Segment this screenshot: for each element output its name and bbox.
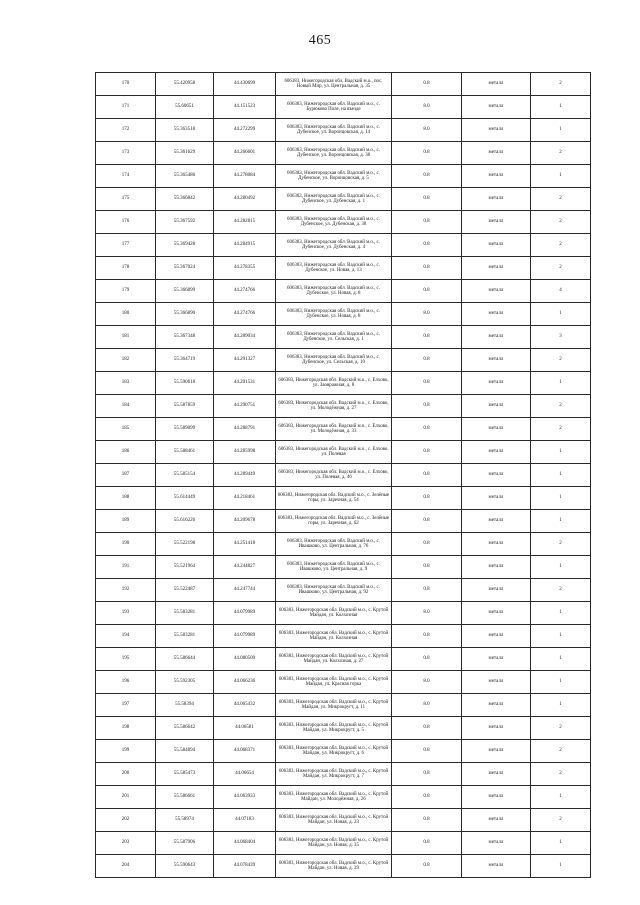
latitude-cell: 55.589099: [156, 418, 214, 441]
table-row: [96, 510, 591, 533]
table-body: [96, 73, 591, 878]
longitude-cell: 44.278084: [214, 165, 276, 188]
row-number-cell: 178: [96, 257, 156, 280]
longitude-cell: 44.066236: [214, 671, 276, 694]
row-number-cell: 175: [96, 188, 156, 211]
page-number: 465: [308, 33, 332, 48]
volume-cell: 0.8: [392, 487, 462, 510]
longitude-cell: 44.201531: [214, 372, 276, 395]
volume-cell: 0.8: [392, 188, 462, 211]
table-row: [96, 694, 591, 717]
material-cell: металл: [462, 395, 531, 418]
latitude-cell: 55.586642: [156, 717, 214, 740]
container-count-cell: 2: [531, 763, 591, 786]
table-row: [96, 763, 591, 786]
row-number-cell: 173: [96, 142, 156, 165]
longitude-cell: 44.07183: [214, 809, 276, 832]
address-cell: 606383, Нижегородская обл. Вадский м.о., с. Дубенское, ул. Дубенская, д. 38: [276, 211, 392, 234]
row-number-cell: 182: [96, 349, 156, 372]
volume-cell: 8.0: [392, 119, 462, 142]
material-cell: металл: [462, 602, 531, 625]
latitude-cell: 55.583281: [156, 602, 214, 625]
row-number-cell: 188: [96, 487, 156, 510]
longitude-cell: 44.151523: [214, 96, 276, 119]
material-cell: металл: [462, 280, 531, 303]
row-number-cell: 204: [96, 855, 156, 878]
material-cell: металл: [462, 694, 531, 717]
address-cell: 606383, Нижегородская обл. Вадский м.о., с. Крутой Майдан, ул. Микрокругт, д. 6: [276, 740, 392, 763]
longitude-cell: 44.06581: [214, 717, 276, 740]
latitude-cell: 55.58974: [156, 809, 214, 832]
longitude-cell: 44.272299: [214, 119, 276, 142]
material-cell: металл: [462, 165, 531, 188]
volume-cell: 0.8: [392, 648, 462, 671]
material-cell: металл: [462, 786, 531, 809]
table-row: [96, 487, 591, 510]
latitude-cell: 55.614449: [156, 487, 214, 510]
table-row: [96, 418, 591, 441]
longitude-cell: 44.274766: [214, 303, 276, 326]
row-number-cell: 194: [96, 625, 156, 648]
latitude-cell: 55.587859: [156, 395, 214, 418]
row-number-cell: 171: [96, 96, 156, 119]
volume-cell: 0.8: [392, 257, 462, 280]
container-count-cell: 1: [531, 510, 591, 533]
volume-cell: 0.8: [392, 441, 462, 464]
volume-cell: 0.8: [392, 556, 462, 579]
container-count-cell: 2: [531, 717, 591, 740]
longitude-cell: 44.430699: [214, 73, 276, 96]
row-number-cell: 179: [96, 280, 156, 303]
material-cell: металл: [462, 648, 531, 671]
material-cell: металл: [462, 763, 531, 786]
material-cell: металл: [462, 142, 531, 165]
material-cell: металл: [462, 671, 531, 694]
row-number-cell: 195: [96, 648, 156, 671]
container-count-cell: 3: [531, 326, 591, 349]
latitude-cell: 55.364719: [156, 349, 214, 372]
material-cell: металл: [462, 487, 531, 510]
latitude-cell: 55.592305: [156, 671, 214, 694]
table-row: [96, 602, 591, 625]
row-number-cell: 170: [96, 73, 156, 96]
container-count-cell: 1: [531, 625, 591, 648]
table-row: [96, 395, 591, 418]
volume-cell: 0.8: [392, 809, 462, 832]
latitude-cell: 55.366890: [156, 303, 214, 326]
container-count-cell: 1: [531, 671, 591, 694]
container-count-cell: 2: [531, 211, 591, 234]
table-row: [96, 671, 591, 694]
volume-cell: 0.8: [392, 349, 462, 372]
container-count-cell: 1: [531, 694, 591, 717]
address-cell: 606383, Нижегородская обл. Вадский м.о., с. Елхово, ул. Полевая, д. 46: [276, 464, 392, 487]
material-cell: металл: [462, 832, 531, 855]
address-cell: 606383, Нижегородская обл. Вадский м.о., с. Дубенское, ул. Сельская, д. 1: [276, 326, 392, 349]
volume-cell: 0.8: [392, 786, 462, 809]
volume-cell: 0.8: [392, 625, 462, 648]
longitude-cell: 44.280492: [214, 188, 276, 211]
container-count-cell: 1: [531, 464, 591, 487]
address-cell: 606383, Нижегородская обл. Вадский м.о., с. Зелёные горы, ул. Заречная, д. 54: [276, 487, 392, 510]
latitude-cell: 55.583281: [156, 625, 214, 648]
longitude-cell: 44.063933: [214, 786, 276, 809]
table-row: [96, 280, 591, 303]
container-count-cell: 1: [531, 786, 591, 809]
address-cell: 606383, Нижегородская обл. Вадский м.о., с. Дубенское, ул. Воронцовская, д. 38: [276, 142, 392, 165]
longitude-cell: 44.079989: [214, 602, 276, 625]
address-cell: 606383, Нижегородская обл. Вадский м.о., с. Крутой Майдан, ул. Колхозная: [276, 602, 392, 625]
row-number-cell: 183: [96, 372, 156, 395]
container-count-cell: 1: [531, 556, 591, 579]
container-count-cell: 2: [531, 188, 591, 211]
volume-cell: 8.0: [392, 303, 462, 326]
address-cell: 606383, Нижегородская обл. Вадский м.о., с. Крутой Майдан, ул. Микрокругт, д. 5: [276, 717, 392, 740]
row-number-cell: 200: [96, 763, 156, 786]
address-cell: 606383, Нижегородская обл. Вадский м.о., с. Дубенское, ул. Новая, д. 8: [276, 280, 392, 303]
address-cell: 606383, Нижегородская обл. Вадский м.о., с. Крутой Майдан, ул. Новая, д. 23: [276, 809, 392, 832]
table-row: [96, 717, 591, 740]
address-cell: 606383, Нижегородская обл. Вадский м.о., с. Бурюково Поле, на въезде: [276, 96, 392, 119]
address-cell: 606383, Нижегородская обл. Вадский м.о., с. Крутой Майдан, ул. Микрокругт, д. 7: [276, 763, 392, 786]
address-cell: 606383, Нижегородская обл. Вадский м.о., с. Дубенское, ул. Воронцовская, д. 14: [276, 119, 392, 142]
material-cell: металл: [462, 464, 531, 487]
row-number-cell: 174: [96, 165, 156, 188]
row-number-cell: 186: [96, 441, 156, 464]
container-count-cell: 2: [531, 809, 591, 832]
container-count-cell: 1: [531, 303, 591, 326]
row-number-cell: 193: [96, 602, 156, 625]
longitude-cell: 44.291327: [214, 349, 276, 372]
latitude-cell: 55.584894: [156, 740, 214, 763]
table-row: [96, 188, 591, 211]
address-cell: 606383, Нижегородская обл. Вадский м.о., с. Крутой Майдан, ул. Новая, д. 35: [276, 832, 392, 855]
longitude-cell: 44.209678: [214, 510, 276, 533]
longitude-cell: 44.274766: [214, 280, 276, 303]
longitude-cell: 44.251418: [214, 533, 276, 556]
table-row: [96, 533, 591, 556]
container-count-cell: 2: [531, 579, 591, 602]
longitude-cell: 44.080509: [214, 648, 276, 671]
row-number-cell: 187: [96, 464, 156, 487]
address-cell: 606383, Нижегородская обл. Вадский м.о., с. Дубенское, ул. Сельская, д. 10: [276, 349, 392, 372]
volume-cell: 8.0: [392, 694, 462, 717]
volume-cell: 0.8: [392, 234, 462, 257]
table-row: [96, 303, 591, 326]
table-row: [96, 326, 591, 349]
material-cell: металл: [462, 625, 531, 648]
address-cell: 606383, Нижегородская обл. Вадский м.о., с. Дубенское, ул. Новая, д. 8: [276, 303, 392, 326]
volume-cell: 0.8: [392, 533, 462, 556]
container-count-cell: 1: [531, 648, 591, 671]
table-row: [96, 464, 591, 487]
row-number-cell: 180: [96, 303, 156, 326]
table-row: [96, 234, 591, 257]
longitude-cell: 44.068404: [214, 832, 276, 855]
table-row: [96, 142, 591, 165]
address-cell: 606383, Нижегородская обл. Вадский м.о., с. Дубенское, ул. Дубенская, д. 1: [276, 188, 392, 211]
row-number-cell: 203: [96, 832, 156, 855]
material-cell: металл: [462, 188, 531, 211]
volume-cell: 8.0: [392, 602, 462, 625]
container-count-cell: 2: [531, 418, 591, 441]
address-cell: 606383, Нижегородская обл. Вадский м.о., с. Дубенское, ул. Воронцовская, д. 5: [276, 165, 392, 188]
row-number-cell: 190: [96, 533, 156, 556]
latitude-cell: 55.367024: [156, 257, 214, 280]
longitude-cell: 44.068371: [214, 740, 276, 763]
row-number-cell: 202: [96, 809, 156, 832]
address-cell: 606383, Нижегородская обл. Вадский м.о., с. Крутой Майдан, ул. Новая, д. 39: [276, 855, 392, 878]
material-cell: металл: [462, 372, 531, 395]
latitude-cell: 55.369428: [156, 234, 214, 257]
container-count-cell: 2: [531, 257, 591, 280]
volume-cell: 0.8: [392, 73, 462, 96]
material-cell: металл: [462, 303, 531, 326]
volume-cell: 0.8: [392, 510, 462, 533]
container-count-cell: 1: [531, 487, 591, 510]
volume-cell: 0.8: [392, 418, 462, 441]
volume-cell: 0.8: [392, 579, 462, 602]
latitude-cell: 55.585154: [156, 464, 214, 487]
latitude-cell: 55.616226: [156, 510, 214, 533]
container-count-cell: 2: [531, 234, 591, 257]
address-cell: 606383, Нижегородская обл. Вадский м.о., с. Елхово, ул. Молодёжная, д. 27: [276, 395, 392, 418]
material-cell: металл: [462, 349, 531, 372]
latitude-cell: 55.420958: [156, 73, 214, 96]
table-row: [96, 740, 591, 763]
latitude-cell: 55.586644: [156, 648, 214, 671]
container-count-cell: 2: [531, 740, 591, 763]
table-row: [96, 257, 591, 280]
latitude-cell: 55.521964: [156, 556, 214, 579]
row-number-cell: 196: [96, 671, 156, 694]
table-row: [96, 786, 591, 809]
material-cell: металл: [462, 740, 531, 763]
material-cell: металл: [462, 96, 531, 119]
longitude-cell: 44.289034: [214, 326, 276, 349]
material-cell: металл: [462, 418, 531, 441]
volume-cell: 0.8: [392, 740, 462, 763]
row-number-cell: 184: [96, 395, 156, 418]
container-count-cell: 1: [531, 372, 591, 395]
container-count-cell: 1: [531, 855, 591, 878]
latitude-cell: 55.588461: [156, 441, 214, 464]
material-cell: металл: [462, 73, 531, 96]
volume-cell: 8.0: [392, 96, 462, 119]
material-cell: металл: [462, 441, 531, 464]
latitude-cell: 55.585473: [156, 763, 214, 786]
table-row: [96, 349, 591, 372]
table-row: [96, 73, 591, 96]
latitude-cell: 55.590643: [156, 855, 214, 878]
longitude-cell: 44.244827: [214, 556, 276, 579]
longitude-cell: 44.079989: [214, 625, 276, 648]
longitude-cell: 44.290751: [214, 395, 276, 418]
container-count-cell: 2: [531, 395, 591, 418]
longitude-cell: 44.278355: [214, 257, 276, 280]
latitude-cell: 55.361629: [156, 142, 214, 165]
volume-cell: 0.8: [392, 280, 462, 303]
row-number-cell: 201: [96, 786, 156, 809]
container-count-cell: 2: [531, 73, 591, 96]
address-cell: 606383, Нижегородская обл. Вадский м.о., с. Крутой Майдан, ул. Микрокругт, д. 11: [276, 694, 392, 717]
material-cell: металл: [462, 579, 531, 602]
table-row: [96, 625, 591, 648]
longitude-cell: 44.247744: [214, 579, 276, 602]
address-cell: 606383, Нижегородская обл. Вадский м.о., с. Ивашково, ул. Центральная, д. 76: [276, 533, 392, 556]
latitude-cell: 55.590618: [156, 372, 214, 395]
longitude-cell: 44.282815: [214, 211, 276, 234]
latitude-cell: 55.522487: [156, 579, 214, 602]
table-row: [96, 648, 591, 671]
row-number-cell: 181: [96, 326, 156, 349]
container-count-cell: 1: [531, 832, 591, 855]
latitude-cell: 55.365486: [156, 165, 214, 188]
table-row: [96, 211, 591, 234]
address-cell: 606383, Нижегородская обл. Вадский м.о., с. Ивашково, ул. Центральная, д. 9: [276, 556, 392, 579]
volume-cell: 0.8: [392, 165, 462, 188]
row-number-cell: 176: [96, 211, 156, 234]
container-count-cell: 2: [531, 142, 591, 165]
longitude-cell: 44.06654: [214, 763, 276, 786]
container-count-cell: 2: [531, 533, 591, 556]
table-row: [96, 855, 591, 878]
table-row: [96, 165, 591, 188]
latitude-cell: 55.58394: [156, 694, 214, 717]
address-cell: 606383, Нижегородская обл. Вадский м.о., с. Зелёные горы, ул. Заречная, д. 62: [276, 510, 392, 533]
longitude-cell: 44.078439: [214, 855, 276, 878]
latitude-cell: 55.366842: [156, 188, 214, 211]
address-cell: 606383, Нижегородская обл. Вадский м.о., с. Елхово, ул. Заовражная, д. 8: [276, 372, 392, 395]
latitude-cell: 55.363518: [156, 119, 214, 142]
address-cell: 606383, Нижегородская обл. Вадский м.о., с. Дубенское, ул. Дубенская, д. 4: [276, 234, 392, 257]
volume-cell: 0.8: [392, 395, 462, 418]
material-cell: металл: [462, 510, 531, 533]
container-count-cell: 4: [531, 280, 591, 303]
longitude-cell: 44.284915: [214, 234, 276, 257]
row-number-cell: 192: [96, 579, 156, 602]
address-cell: 606383, Нижегородская обл. Вадский м.о., с. Елхово, ул. Полевая: [276, 441, 392, 464]
latitude-cell: 55.367348: [156, 326, 214, 349]
material-cell: металл: [462, 211, 531, 234]
table-row: [96, 119, 591, 142]
latitude-cell: 55.60651: [156, 96, 214, 119]
material-cell: металл: [462, 556, 531, 579]
latitude-cell: 55.366899: [156, 280, 214, 303]
longitude-cell: 44.065432: [214, 694, 276, 717]
table-row: [96, 372, 591, 395]
address-cell: 606383, Нижегородская обл. Вадский м.о., с. Ивашково, ул. Центральная, д. 92: [276, 579, 392, 602]
row-number-cell: 198: [96, 717, 156, 740]
container-count-cell: 2: [531, 349, 591, 372]
address-cell: 606383, Нижегородская обл. Вадский м.о., с. Крутой Майдан, ул. Колхозная, д. 27: [276, 648, 392, 671]
container-sites-table: [95, 72, 591, 878]
table-row: [96, 96, 591, 119]
row-number-cell: 197: [96, 694, 156, 717]
table-row: [96, 579, 591, 602]
row-number-cell: 189: [96, 510, 156, 533]
table-row: [96, 556, 591, 579]
volume-cell: 0.8: [392, 464, 462, 487]
material-cell: металл: [462, 855, 531, 878]
latitude-cell: 55.587906: [156, 832, 214, 855]
volume-cell: 0.8: [392, 717, 462, 740]
material-cell: металл: [462, 257, 531, 280]
material-cell: металл: [462, 119, 531, 142]
longitude-cell: 44.285998: [214, 441, 276, 464]
volume-cell: 8.0: [392, 671, 462, 694]
address-cell: 606383, Нижегородская обл. Вадский м.о., с. Крутой Майдан, ул. Молодёжная, д. 26: [276, 786, 392, 809]
volume-cell: 0.8: [392, 326, 462, 349]
latitude-cell: 55.586661: [156, 786, 214, 809]
row-number-cell: 199: [96, 740, 156, 763]
container-count-cell: 1: [531, 441, 591, 464]
latitude-cell: 55.367592: [156, 211, 214, 234]
volume-cell: 0.8: [392, 855, 462, 878]
container-count-cell: 1: [531, 602, 591, 625]
container-count-cell: 1: [531, 96, 591, 119]
row-number-cell: 185: [96, 418, 156, 441]
row-number-cell: 177: [96, 234, 156, 257]
container-count-cell: 1: [531, 119, 591, 142]
row-number-cell: 172: [96, 119, 156, 142]
latitude-cell: 55.522198: [156, 533, 214, 556]
table-row: [96, 809, 591, 832]
longitude-cell: 44.288791: [214, 418, 276, 441]
address-cell: 606383, Нижегородская обл. Вадский м.о., с. Дубенское, ул. Новая, д. 13: [276, 257, 392, 280]
address-cell: 606383, Нижегородская обл. Вадский м.о., с. Елхово, ул. Молодёжная, д. 33: [276, 418, 392, 441]
longitude-cell: 44.266601: [214, 142, 276, 165]
volume-cell: 0.8: [392, 142, 462, 165]
material-cell: металл: [462, 326, 531, 349]
address-cell: 606383, Нижегородская обл. Вадский м.о., пос. Новый Мир, ул. Центральная, д. 35: [276, 73, 392, 96]
container-count-cell: 1: [531, 165, 591, 188]
longitude-cell: 44.289449: [214, 464, 276, 487]
longitude-cell: 44.218461: [214, 487, 276, 510]
table-row: [96, 441, 591, 464]
material-cell: металл: [462, 234, 531, 257]
volume-cell: 0.8: [392, 832, 462, 855]
material-cell: металл: [462, 533, 531, 556]
row-number-cell: 191: [96, 556, 156, 579]
volume-cell: 0.8: [392, 372, 462, 395]
volume-cell: 0.8: [392, 763, 462, 786]
volume-cell: 0.8: [392, 211, 462, 234]
address-cell: 606383, Нижегородская обл. Вадский м.о., с. Крутой Майдан, ул. Красная горка: [276, 671, 392, 694]
address-cell: 606383, Нижегородская обл. Вадский м.о., с. Крутой Майдан, ул. Колхозная: [276, 625, 392, 648]
table-row: [96, 832, 591, 855]
material-cell: металл: [462, 809, 531, 832]
material-cell: металл: [462, 717, 531, 740]
